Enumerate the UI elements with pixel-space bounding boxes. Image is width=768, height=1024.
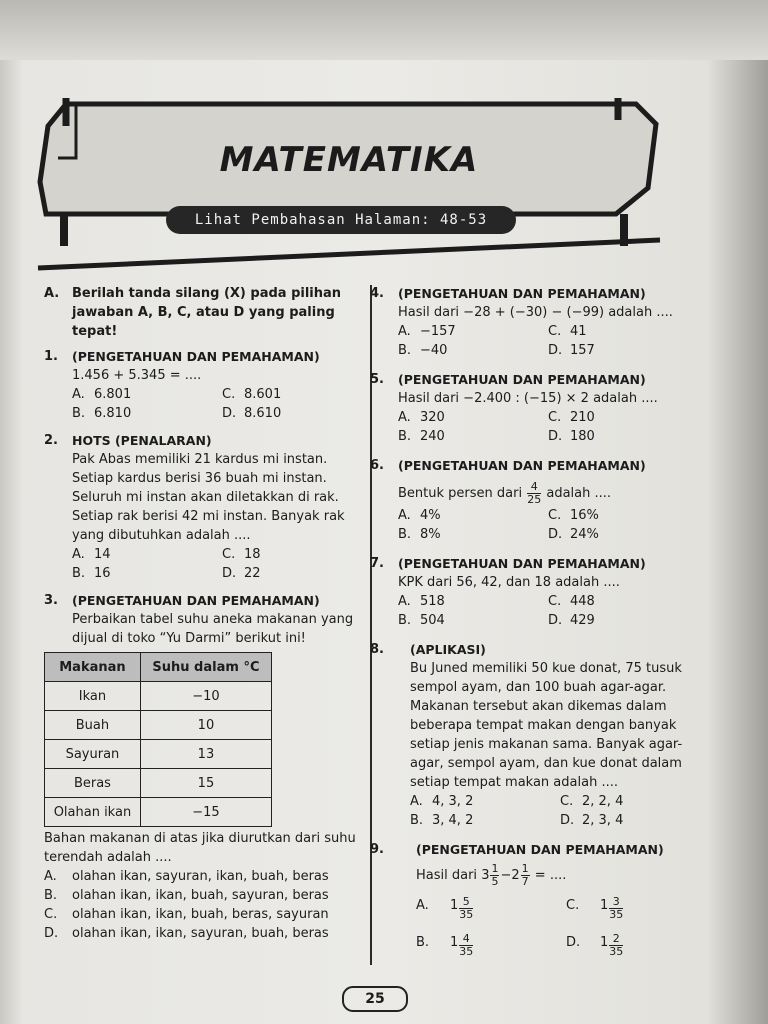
answer-option[interactable]: B. −40 xyxy=(398,343,448,358)
answer-option[interactable]: B. 6.810 xyxy=(72,406,132,421)
answer-option[interactable]: A. 4, 3, 2 xyxy=(410,794,474,809)
answer-option[interactable]: B. olahan ikan, ikan, buah, sayuran, beras xyxy=(44,888,329,903)
question-7: 7. (PENGETAHUAN DAN PEMAHAMAN) KPK dari 56, 42, dan 18 adalah .... A. 518 C. 448 B. 504 D. 429 xyxy=(370,554,690,630)
fraction: $\frac{1}{7}$ xyxy=(521,862,529,888)
q6-options xyxy=(398,506,690,544)
answer-option[interactable]: A. 4% xyxy=(398,508,441,523)
answer-option[interactable]: D. 1 $\frac{2}{35}$ xyxy=(566,932,624,958)
q1-options xyxy=(72,385,364,423)
q9-stem: Hasil dari 3 $\frac{1}{5}$ −2 $\frac{1}{7}$ = .... xyxy=(416,862,567,888)
section-instruction: A. Berilah tanda silang (X) pada pilihan jawaban A, B, C, atau D yang paling tepat! xyxy=(44,286,342,339)
answer-option[interactable]: A. 320 xyxy=(398,410,445,425)
question-1: 1. (PENGETAHUAN DAN PEMAHAMAN) 1.456 + 5.345 = .... A. 6.801 C. 8.601 B. 6.810 D. 8.610 xyxy=(44,347,364,423)
answer-option[interactable]: D. olahan ikan, ikan, sayuran, buah, beras xyxy=(44,926,329,941)
right-column xyxy=(370,284,690,958)
fraction: $\frac{2}{35}$ xyxy=(609,932,624,958)
answer-option[interactable]: D. 2, 3, 4 xyxy=(560,813,624,828)
answer-option[interactable]: C. 18 xyxy=(222,547,261,562)
fraction: $\frac{3}{35}$ xyxy=(609,895,624,921)
answer-option[interactable]: C. 1 $\frac{3}{35}$ xyxy=(566,895,624,921)
answer-option[interactable]: C. 41 xyxy=(548,324,587,339)
question-9: 9. (PENGETAHUAN DAN PEMAHAMAN) Hasil dari 3 $\frac{1}{5}$ −2 $\frac{1}{7}$ = .... A. 1 $\frac{5}{35}$ C. 1 $\frac{3}{35}$ B. 1 $\frac{4}{35}$ D. 1 $\frac{2}{35}$ xyxy=(370,840,690,958)
q3-options xyxy=(44,867,364,943)
temperature-table xyxy=(44,652,272,827)
answer-option[interactable]: B. 8% xyxy=(398,527,441,542)
answer-option[interactable]: D. 8.610 xyxy=(222,406,282,421)
answer-option[interactable]: A. −157 xyxy=(398,324,456,339)
page-number: 25 xyxy=(342,986,408,1012)
q9-options xyxy=(416,896,690,958)
q7-options xyxy=(398,592,690,630)
left-column xyxy=(44,284,364,943)
answer-option[interactable]: A. olahan ikan, sayuran, ikan, buah, beras xyxy=(44,869,329,884)
table-row: Olahan ikan −15 xyxy=(45,798,272,827)
answer-option[interactable]: D. 24% xyxy=(548,527,599,542)
question-8: 8. (APLIKASI) Bu Juned memiliki 50 kue donat, 75 tusuk sempol ayam, dan 100 buah agar-agar. Makanan tersebut akan dikemas dalam beberapa tempat makan dengan banyak setiap jenis makanan sama. Banyak agar-agar, sempol ayam, dan kue donat dalam setiap tempat makan adalah .... A. 4, 3, 2 C. 2, 2, 4 B. 3, 4, 2 D. 2, 3, 4 xyxy=(370,640,690,830)
table-header-row: Makanan Suhu dalam °C xyxy=(45,653,272,682)
q4-options xyxy=(398,322,690,360)
answer-option[interactable]: C. 2, 2, 4 xyxy=(560,794,624,809)
answer-option[interactable]: B. 240 xyxy=(398,429,445,444)
question-3: 3. (PENGETAHUAN DAN PEMAHAMAN) Perbaikan tabel suhu aneka makanan yang dijual di toko “Yu Darmi” berikut ini! Makanan Suhu dalam °C Ikan −10 Buah 10 Sayuran 13 Beras 15 Olahan ikan −15 Bahan makanan di atas jika diurutkan dari suhu terendah adalah .... A. olahan ikan, sayuran, ikan, buah, beras B. olahan ikan, ikan, buah, sayuran, beras C. olahan ikan, ikan, buah, beras, sayuran D. olahan ikan, ikan, sayuran, buah, beras xyxy=(44,591,364,943)
fraction: $\frac{5}{35}$ xyxy=(459,895,474,921)
question-6: 6. (PENGETAHUAN DAN PEMAHAMAN) Bentuk persen dari $\frac{4}{25}$ adalah .... A. 4% C. 16% B. 8% D. 24% xyxy=(370,456,690,544)
table-row: Ikan −10 xyxy=(45,682,272,711)
answer-option[interactable]: B. 504 xyxy=(398,613,445,628)
answer-option[interactable]: B. 16 xyxy=(72,566,111,581)
question-5: 5. (PENGETAHUAN DAN PEMAHAMAN) Hasil dari −2.400 : (−15) × 2 adalah .... A. 320 C. 210 B. 240 D. 180 xyxy=(370,370,690,446)
answer-option[interactable]: A. 518 xyxy=(398,594,445,609)
answer-option[interactable]: C. 8.601 xyxy=(222,387,282,402)
answer-option[interactable]: C. olahan ikan, ikan, buah, beras, sayuran xyxy=(44,907,329,922)
question-2: 2. HOTS (PENALARAN) Pak Abas memiliki 21 kardus mi instan. Setiap kardus berisi 36 buah mi instan. Seluruh mi instan akan diletakkan di rak. Setiap rak berisi 42 mi instan. Banyak rak yang dibutuhkan adalah .... A. 14 C. 18 B. 16 D. 22 xyxy=(44,431,364,583)
answer-option[interactable]: C. 448 xyxy=(548,594,595,609)
answer-option[interactable]: B. 1 $\frac{4}{35}$ xyxy=(416,932,474,958)
fraction: $\frac{4}{25}$ xyxy=(527,480,542,506)
discussion-page-label: Lihat Pembahasan Halaman: 48-53 xyxy=(166,206,516,234)
previous-page-edge xyxy=(0,0,768,60)
q2-options xyxy=(72,545,364,583)
banner-frame xyxy=(36,96,662,274)
answer-option[interactable]: A. 14 xyxy=(72,547,111,562)
fraction: $\frac{1}{5}$ xyxy=(491,862,499,888)
subject-title: MATEMATIKA xyxy=(219,140,479,180)
answer-option[interactable]: B. 3, 4, 2 xyxy=(410,813,474,828)
table-row: Buah 10 xyxy=(45,711,272,740)
answer-option[interactable]: C. 210 xyxy=(548,410,595,425)
q5-options xyxy=(398,408,690,446)
answer-option[interactable]: D. 180 xyxy=(548,429,595,444)
answer-option[interactable]: A. 6.801 xyxy=(72,387,132,402)
answer-option[interactable]: D. 157 xyxy=(548,343,595,358)
q8-options xyxy=(410,792,690,830)
q6-stem: Bentuk persen dari $\frac{4}{25}$ adalah .... xyxy=(398,480,612,506)
answer-option[interactable]: D. 22 xyxy=(222,566,261,581)
table-row: Sayuran 13 xyxy=(45,740,272,769)
question-4: 4. (PENGETAHUAN DAN PEMAHAMAN) Hasil dari −28 + (−30) − (−99) adalah .... A. −157 C. 41 B. −40 D. 157 xyxy=(370,284,690,360)
header-banner xyxy=(36,96,662,274)
table-row: Beras 15 xyxy=(45,769,272,798)
answer-option[interactable]: A. 1 $\frac{5}{35}$ xyxy=(416,895,474,921)
answer-option[interactable]: D. 429 xyxy=(548,613,595,628)
answer-option[interactable]: C. 16% xyxy=(548,508,599,523)
fraction: $\frac{4}{35}$ xyxy=(459,932,474,958)
